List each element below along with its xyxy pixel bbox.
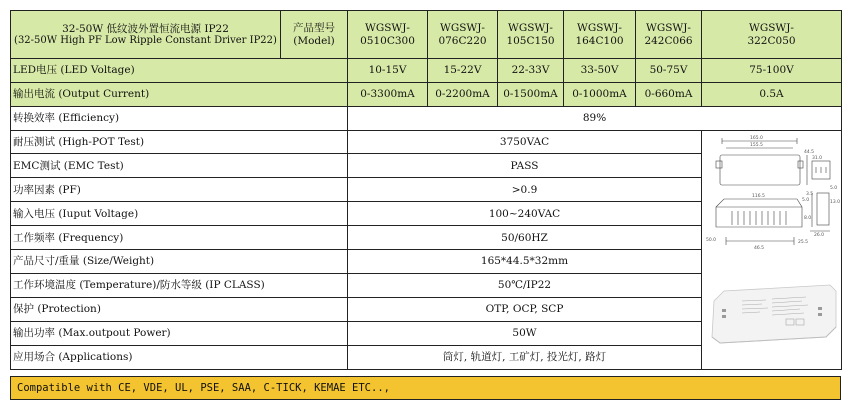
product-subtitle: (32-50W High PF Low Ripple Constant Driver IP22)	[14, 34, 277, 46]
led-voltage-value: 22-33V	[498, 59, 564, 83]
output-current-label: 输出电流 (Output Current)	[11, 83, 348, 107]
dim-label: 25.5	[798, 239, 809, 245]
spec-value: >0.9	[348, 178, 702, 202]
spec-label: 输出功率 (Max.outpout Power)	[11, 321, 348, 345]
led-voltage-value: 33-50V	[564, 59, 636, 83]
spec-value: OTP, OCP, SCP	[348, 297, 702, 321]
led-voltage-value: 50-75V	[636, 59, 702, 83]
model-cell	[428, 11, 498, 59]
output-current-value: 0-1000mA	[564, 83, 636, 107]
spec-label: 应用场合 (Applications)	[11, 345, 348, 369]
efficiency-value: 89%	[348, 107, 842, 131]
spec-label: 保护 (Protection)	[11, 297, 348, 321]
model-prefix: WGSWJ-	[749, 22, 794, 35]
model-prefix: WGSWJ-	[577, 22, 622, 35]
spec-table	[10, 10, 842, 370]
spec-row	[11, 130, 842, 154]
led-voltage-label: LED电压 (LED Voltage)	[11, 59, 348, 83]
model-cell	[702, 11, 842, 59]
output-current-value: 0-660mA	[636, 83, 702, 107]
spec-label: 工作环境温度 (Temperature)/防水等级 (IP CLASS)	[11, 273, 348, 297]
model-code: 105C150	[506, 34, 555, 47]
spec-value: PASS	[348, 154, 702, 178]
efficiency-label: 转换效率 (Efficiency)	[11, 107, 348, 131]
spec-value: 50/60HZ	[348, 226, 702, 250]
spec-sheet	[10, 10, 841, 395]
spec-label: 产品尺寸/重量 (Size/Weight)	[11, 250, 348, 274]
spec-value: 50W	[348, 321, 702, 345]
product-photo	[702, 256, 841, 366]
model-prefix: WGSWJ-	[508, 22, 553, 35]
led-voltage-value: 10-15V	[348, 59, 428, 83]
model-code: 322C050	[747, 34, 796, 47]
spec-value: 50℃/IP22	[348, 273, 702, 297]
dim-label: 165.0	[750, 135, 763, 141]
spec-label: EMC测试 (EMC Test)	[11, 154, 348, 178]
spec-label: 功率因素 (PF)	[11, 178, 348, 202]
product-drawings	[702, 131, 841, 366]
spec-value: 100~240VAC	[348, 202, 702, 226]
led-voltage-row	[11, 59, 842, 83]
spec-value: 165*44.5*32mm	[348, 250, 702, 274]
model-prefix: WGSWJ-	[365, 22, 410, 35]
dim-label: 8.0	[804, 215, 812, 221]
product-title: 32-50W 低纹波外置恒流电源 IP22	[62, 22, 229, 35]
output-current-value: 0-2200mA	[428, 83, 498, 107]
model-label-cell	[281, 11, 348, 59]
dim-label: 155.5	[750, 142, 763, 148]
spec-label: 工作频率 (Frequency)	[11, 226, 348, 250]
model-cell	[498, 11, 564, 59]
dim-label: 5.0	[830, 185, 838, 191]
dim-label: 31.0	[812, 155, 823, 161]
dim-label: 116.5	[752, 193, 765, 199]
efficiency-row	[11, 107, 842, 131]
model-code: 0510C300	[360, 34, 415, 47]
dim-label: 44.5	[804, 149, 815, 155]
led-voltage-value: 15-22V	[428, 59, 498, 83]
model-code: 076C220	[438, 34, 487, 47]
dim-label: 50.0	[706, 237, 717, 243]
dim-label: 3.5	[806, 191, 814, 197]
model-prefix: WGSWJ-	[646, 22, 691, 35]
output-current-row	[11, 83, 842, 107]
output-current-value: 0-1500mA	[498, 83, 564, 107]
model-code: 242C066	[644, 34, 693, 47]
model-cell	[636, 11, 702, 59]
model-cell	[564, 11, 636, 59]
model-label-en: (Model)	[293, 34, 335, 47]
dim-label: 26.0	[814, 232, 825, 238]
output-current-value: 0-3300mA	[348, 83, 428, 107]
spec-value: 筒灯, 轨道灯, 工矿灯, 投光灯, 路灯	[348, 345, 702, 369]
model-label-cn: 产品型号	[293, 22, 335, 35]
led-voltage-value: 75-100V	[702, 59, 842, 83]
dim-label: 5.0	[802, 197, 810, 203]
spec-label: 输入电压 (Iuput Voltage)	[11, 202, 348, 226]
dim-label: 13.0	[830, 199, 841, 205]
dim-label: 46.5	[754, 245, 765, 251]
model-cell	[348, 11, 428, 59]
compatibility-footer: Compatible with CE, VDE, UL, PSE, SAA, C-TICK, KEMAE ETC..,	[10, 376, 841, 400]
model-code: 164C100	[575, 34, 624, 47]
output-current-value: 0.5A	[702, 83, 842, 107]
product-image-cell	[702, 130, 842, 369]
header-row	[11, 11, 842, 59]
spec-label: 耐压测试 (High-POT Test)	[11, 130, 348, 154]
spec-value: 3750VAC	[348, 130, 702, 154]
product-title-cell	[11, 11, 281, 59]
model-prefix: WGSWJ-	[440, 22, 485, 35]
